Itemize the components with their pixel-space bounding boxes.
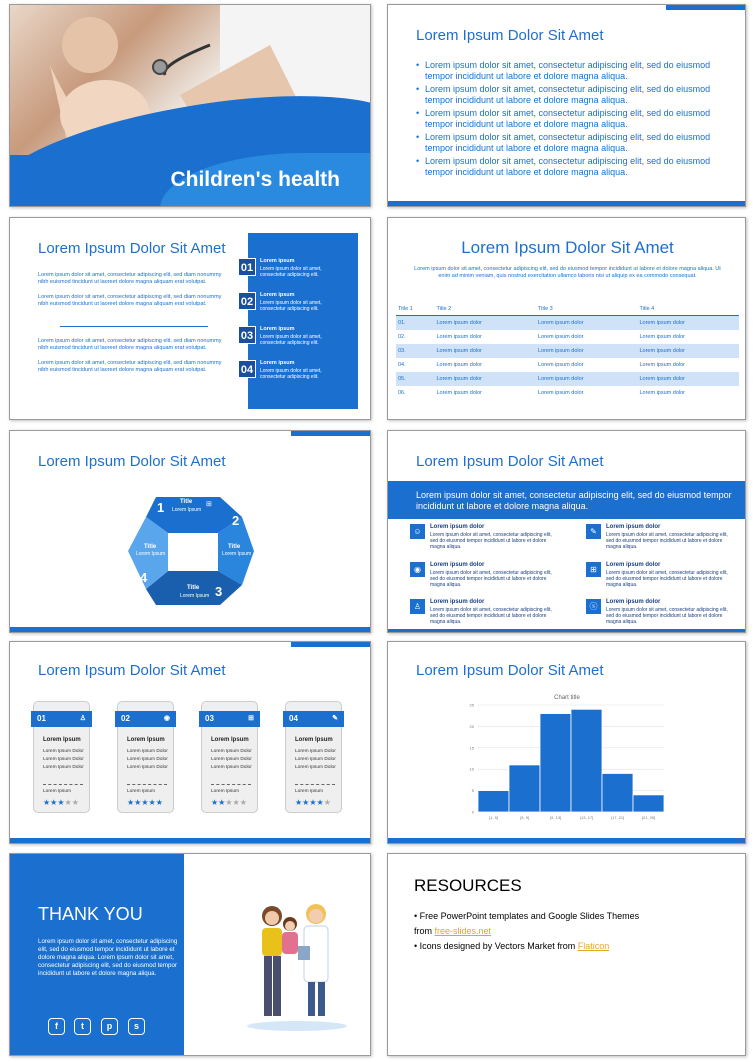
y-tick-label: 0 — [471, 809, 474, 815]
feature-text: Lorem ipsum dolor sit amet, consectetur adipiscing elit, sed do eiusmod tempor incididunt ut labore et dolore magna aliqua. — [606, 532, 728, 550]
segment-title: Title — [144, 544, 157, 550]
segment-title: Title — [187, 585, 200, 591]
segment-title: Title — [180, 499, 193, 505]
segment-sub: Lorem Ipsum — [180, 593, 210, 599]
paragraph: Lorem ipsum dolor sit amet, consectetur adipiscing elit, sed diam nonummy nibh euismod tincidunt ut laoreet dolore magna aliquam erat volutpat. — [38, 294, 222, 308]
bottom-accent — [388, 629, 746, 632]
item-text: Lorem ipsum dolor sit amet, consectetur adipiscing elit. — [260, 333, 322, 346]
item-text-block — [260, 360, 340, 381]
card-header — [283, 711, 344, 727]
table-cell: Lorem ipsum dolor — [436, 390, 483, 396]
segment-number: 2 — [232, 513, 240, 528]
star-rating — [295, 798, 331, 807]
table-row — [396, 386, 739, 400]
card-line: Lorem Ipsum Dolor — [211, 757, 252, 762]
card-header — [115, 711, 176, 727]
histogram-bar — [602, 773, 633, 812]
location-icon: ◉ — [410, 562, 425, 577]
slide-heading: Lorem Ipsum Dolor Sit Amet — [416, 662, 604, 679]
feature-title: Lorem ipsum dolor — [606, 524, 661, 530]
table-cell: 06. — [398, 390, 406, 396]
table-cell: 04. — [398, 362, 406, 368]
cycle-diagram — [10, 431, 371, 633]
x-tick-label: (5, 9] — [519, 815, 530, 820]
syringe-icon: ✎ — [586, 524, 601, 539]
segment-number: 4 — [140, 570, 148, 585]
star-filled-icon: ★ — [141, 798, 149, 807]
list-item: • Lorem ipsum dolor sit amet, consectetur adipiscing elit, sed do eiusmod tempor incididunt ut labore et dolore magna aliqua. — [416, 156, 736, 178]
bottom-accent — [388, 201, 746, 206]
rating-card[interactable] — [285, 701, 342, 813]
item-number: 01 — [238, 258, 256, 276]
star-filled-icon: ★ — [57, 798, 65, 807]
y-tick-label: 10 — [469, 766, 474, 772]
item-text-block — [260, 326, 340, 347]
table-cell: Lorem ipsum dolor — [537, 390, 584, 396]
histogram-bar — [571, 709, 602, 812]
y-tick-label: 20 — [469, 723, 474, 729]
star-empty-icon: ★ — [64, 798, 72, 807]
star-filled-icon: ★ — [295, 798, 303, 807]
bottom-accent — [10, 627, 371, 632]
card-title: Lorem Ipsum — [211, 737, 249, 743]
card-line: Lorem Ipsum Dolor — [127, 757, 168, 762]
ambulance-icon: ⊞ — [206, 501, 212, 508]
table-cell: Lorem ipsum dolor — [537, 362, 584, 368]
card-line: Lorem Ipsum Dolor — [295, 757, 336, 762]
star-filled-icon: ★ — [134, 798, 142, 807]
paragraph: Lorem ipsum dolor sit amet, consectetur adipiscing elit, sed diam nonummy nibh euismod tincidunt ut laoreet dolore magna aliquam erat volutpat. — [38, 360, 222, 374]
y-tick-label: 5 — [471, 788, 474, 794]
histogram-bar — [540, 714, 571, 812]
star-empty-icon: ★ — [232, 798, 240, 807]
location-icon: ◉ — [163, 715, 170, 722]
table-row — [396, 344, 739, 358]
rating-card[interactable] — [117, 701, 174, 813]
table-cell: Lorem ipsum dolor — [639, 362, 686, 368]
star-filled-icon: ★ — [309, 798, 317, 807]
resource-line — [414, 939, 734, 954]
feature-text: Lorem ipsum dolor sit amet, consectetur adipiscing elit, sed do eiusmod tempor incididunt ut labore et dolore magna aliqua. — [606, 570, 728, 588]
card-line: Lorem Ipsum Dolor — [43, 765, 84, 770]
skype-icon[interactable]: s — [128, 1018, 145, 1035]
feature-text: Lorem ipsum dolor sit amet, consectetur adipiscing elit, sed do eiusmod tempor incididunt ut labore et dolore magna aliqua. — [430, 570, 552, 588]
card-line: Lorem Ipsum Dolor — [211, 765, 252, 770]
cycle-center — [168, 533, 218, 571]
card-line: Lorem Ipsum Dolor — [295, 749, 336, 754]
resource-prefix: • Icons designed by Vectors Market from — [414, 941, 578, 951]
chart-title: Chart title — [554, 695, 580, 701]
list-item: • Lorem ipsum dolor sit amet, consectetur adipiscing elit, sed do eiusmod tempor incididunt ut labore et dolore magna aliqua. — [416, 60, 736, 82]
item-title: Lorem ipsum — [260, 292, 295, 298]
card-title: Lorem Ipsum — [295, 737, 333, 743]
table-row — [396, 358, 739, 372]
card-line: Lorem Ipsum Dolor — [43, 749, 84, 754]
star-rating — [127, 798, 163, 807]
resources-title: RESOURCES — [414, 876, 522, 895]
table-cell: Lorem ipsum dolor — [537, 334, 584, 340]
star-filled-icon: ★ — [43, 798, 51, 807]
star-filled-icon: ★ — [127, 798, 135, 807]
slide-chart[interactable] — [387, 641, 746, 844]
slide-cards[interactable] — [9, 641, 371, 844]
segment-number: 1 — [157, 500, 165, 515]
segment-sub: Lorem Ipsum — [222, 551, 252, 557]
card-number: 02 — [121, 714, 130, 723]
segment-sub: Lorem Ipsum — [172, 507, 202, 513]
slide-heading: Lorem Ipsum Dolor Sit Amet — [38, 240, 226, 257]
pinterest-icon[interactable]: p — [101, 1018, 118, 1035]
item-title: Lorem ipsum — [260, 326, 295, 332]
feature-text: Lorem ipsum dolor sit amet, consectetur adipiscing elit, sed do eiusmod tempor incididunt ut labore et dolore magna aliqua. — [430, 607, 552, 625]
card-title: Lorem Ipsum — [127, 737, 165, 743]
table-cell: Lorem ipsum dolor — [536, 316, 638, 331]
divider — [295, 784, 335, 785]
segment-title: Title — [228, 544, 241, 550]
table-cell: Lorem ipsum dolor — [436, 334, 483, 340]
table-cell: Lorem ipsum dolor — [434, 316, 536, 331]
star-filled-icon: ★ — [316, 798, 324, 807]
slide-heading: Lorem Ipsum Dolor Sit Amet — [38, 453, 226, 470]
segment-number: 3 — [215, 584, 223, 599]
card-header — [31, 711, 92, 727]
histogram-bar — [633, 795, 664, 812]
bottom-accent — [388, 838, 746, 843]
rating-card[interactable] — [33, 701, 90, 813]
item-number: 04 — [238, 360, 256, 378]
presentation-title: Children's health — [170, 168, 340, 191]
top-accent — [291, 642, 371, 647]
slide-table[interactable] — [387, 217, 746, 420]
card-title: Lorem Ipsum — [43, 737, 81, 743]
table-cell: Lorem ipsum dolor — [637, 372, 739, 386]
card-number: 04 — [289, 714, 298, 723]
column-header: Title 1 — [396, 303, 434, 316]
divider — [60, 326, 208, 327]
x-tick-label: [1, 5] — [489, 815, 498, 820]
star-filled-icon: ★ — [302, 798, 310, 807]
card-number: 03 — [205, 714, 214, 723]
card-line: Lorem Ipsum Dolor — [43, 757, 84, 762]
table-cell: Lorem ipsum dolor — [639, 334, 686, 340]
stethoscope-icon: ⓢ — [586, 599, 601, 614]
x-tick-label: (13, 17] — [579, 815, 594, 820]
thank-you-title: THANK YOU — [38, 904, 143, 924]
doctor-icon: ♙ — [410, 599, 425, 614]
mother-doctor-illustration — [242, 902, 352, 1032]
intro-text: Lorem ipsum dolor sit amet, consectetur adipiscing elit, sed do eiusmod tempor incididunt ut labore et dolore magna aliqua. Ut enim ad minim veniam, quis nostrud exercitation ullamco laboris nisi ut aliquip ex ea commodo consequat. — [414, 266, 721, 280]
bottom-accent — [10, 838, 371, 843]
data-table — [396, 303, 739, 400]
item-text: Lorem ipsum dolor sit amet, consectetur adipiscing elit. — [260, 367, 322, 380]
item-text: Lorem ipsum dolor sit amet, consectetur adipiscing elit. — [260, 265, 322, 278]
star-filled-icon: ★ — [148, 798, 156, 807]
table-cell: Lorem ipsum dolor — [434, 372, 536, 386]
baby-icon: ♙ — [79, 715, 86, 722]
table-cell: 03. — [396, 344, 434, 358]
card-line: Lorem Ipsum Dolor — [295, 765, 336, 770]
table-header-row — [396, 303, 739, 316]
syringe-icon: ✎ — [332, 715, 338, 722]
star-empty-icon: ★ — [71, 798, 79, 807]
column-header: Title 2 — [434, 303, 536, 316]
resource-prefix: from — [414, 926, 435, 936]
histogram-bar — [509, 765, 540, 812]
top-accent — [666, 5, 746, 10]
ambulance-icon: ⊞ — [586, 562, 601, 577]
table-cell: Lorem ipsum dolor — [639, 390, 686, 396]
slide-title[interactable] — [9, 4, 371, 207]
resource-line: • Free PowerPoint templates and Google Slides Themes — [414, 911, 640, 921]
slide-heading: Lorem Ipsum Dolor Sit Amet — [416, 453, 604, 470]
card-line: Lorem Ipsum Dolor — [127, 765, 168, 770]
item-number: 03 — [238, 326, 256, 344]
thank-you-text: Lorem ipsum dolor sit amet, consectetur adipiscing elit, sed do eiusmod tempor incididunt ut labore et dolore magna aliqua. Lorem ipsum dolor sit amet, consectetur adipiscing elit, sed do eiusmod tempor incididunt ut labore et dolore magna aliqua. — [38, 938, 178, 977]
item-text-block — [260, 258, 340, 279]
slide-resources[interactable] — [387, 853, 746, 1056]
table-cell: 02. — [398, 334, 406, 340]
table-cell: 05. — [396, 372, 434, 386]
twitter-icon[interactable]: t — [74, 1018, 91, 1035]
star-rating — [43, 798, 79, 807]
table-row — [396, 372, 739, 386]
slide-cycle[interactable] — [9, 430, 371, 633]
table-cell: Lorem ipsum dolor — [637, 316, 739, 331]
card-footer: Lorem Ipsum — [43, 789, 71, 794]
x-tick-label: (9, 13] — [549, 815, 562, 820]
table-cell: 01. — [396, 316, 434, 331]
bullet-list — [416, 60, 736, 180]
slide-heading: Lorem Ipsum Dolor Sit Amet — [416, 27, 604, 44]
item-number: 02 — [238, 292, 256, 310]
column-header: Title 3 — [536, 303, 638, 316]
feature-title: Lorem ipsum dolor — [430, 599, 485, 605]
star-filled-icon: ★ — [50, 798, 58, 807]
y-tick-label: 25 — [469, 702, 474, 708]
card-line: Lorem Ipsum Dolor — [127, 749, 168, 754]
feature-title: Lorem ipsum dolor — [430, 524, 485, 530]
feature-title: Lorem ipsum dolor — [430, 562, 485, 568]
segment-sub: Lorem Ipsum — [136, 551, 166, 557]
ambulance-icon: ⊞ — [248, 715, 254, 722]
resource-line — [414, 924, 734, 939]
star-empty-icon: ★ — [323, 798, 331, 807]
feature-title: Lorem ipsum dolor — [606, 562, 661, 568]
histogram-chart — [388, 642, 746, 844]
slide-features[interactable] — [387, 430, 746, 633]
rating-card[interactable] — [201, 701, 258, 813]
table-cell: Lorem ipsum dolor — [536, 344, 638, 358]
star-empty-icon: ★ — [225, 798, 233, 807]
table-row — [396, 316, 739, 331]
list-item: • Lorem ipsum dolor sit amet, consectetur adipiscing elit, sed do eiusmod tempor incididunt ut labore et dolore magna aliqua. — [416, 108, 736, 130]
card-footer: Lorem Ipsum — [127, 789, 155, 794]
intro-band — [388, 481, 746, 519]
card-header — [199, 711, 260, 727]
divider — [211, 784, 251, 785]
flaticon-link[interactable]: Flaticon — [577, 941, 610, 951]
list-item: • Lorem ipsum dolor sit amet, consectetur adipiscing elit, sed do eiusmod tempor incididunt ut labore et dolore magna aliqua. — [416, 132, 736, 154]
item-title: Lorem ipsum — [260, 360, 295, 366]
slide-heading: Lorem Ipsum Dolor Sit Amet — [461, 238, 674, 257]
item-text: Lorem ipsum dolor sit amet, consectetur adipiscing elit. — [260, 299, 322, 312]
y-tick-label: 15 — [469, 745, 474, 751]
feature-text: Lorem ipsum dolor sit amet, consectetur adipiscing elit, sed do eiusmod tempor incididunt ut labore et dolore magna aliqua. — [606, 607, 728, 625]
slide-numbered[interactable] — [9, 217, 371, 420]
star-rating — [211, 798, 247, 807]
feature-text: Lorem ipsum dolor sit amet, consectetur adipiscing elit, sed do eiusmod tempor incididunt ut labore et dolore magna aliqua. — [430, 532, 552, 550]
slide-heading: Lorem Ipsum Dolor Sit Amet — [38, 662, 226, 679]
paragraph: Lorem ipsum dolor sit amet, consectetur adipiscing elit, sed diam nonummy nibh euismod tincidunt ut laoreet dolore magna aliquam erat volutpat. — [38, 272, 222, 286]
star-empty-icon: ★ — [239, 798, 247, 807]
card-number: 01 — [37, 714, 46, 723]
column-header: Title 4 — [637, 303, 739, 316]
table-row — [396, 330, 739, 344]
facebook-icon[interactable]: f — [48, 1018, 65, 1035]
divider — [43, 784, 83, 785]
feature-title: Lorem ipsum dolor — [606, 599, 661, 605]
slide-thank-you[interactable] — [9, 853, 371, 1056]
band-text: Lorem ipsum dolor sit amet, consectetur adipiscing elit, sed do eiusmod tempor incididunt ut labore et dolore magna aliqua. — [416, 490, 732, 511]
x-tick-label: (17, 21] — [610, 815, 625, 820]
table-cell: Lorem ipsum dolor — [434, 344, 536, 358]
card-footer: Lorem Ipsum — [211, 789, 239, 794]
list-item: • Lorem ipsum dolor sit amet, consectetur adipiscing elit, sed do eiusmod tempor incididunt ut labore et dolore magna aliqua. — [416, 84, 736, 106]
slide-bullets[interactable] — [387, 4, 746, 207]
histogram-bar — [478, 791, 509, 812]
paragraph: Lorem ipsum dolor sit amet, consectetur adipiscing elit, sed diam nonummy nibh euismod tincidunt ut laoreet dolore magna aliquam erat volutpat. — [38, 338, 222, 352]
star-filled-icon: ★ — [155, 798, 163, 807]
table-cell: Lorem ipsum dolor — [637, 344, 739, 358]
card-line: Lorem Ipsum Dolor — [211, 749, 252, 754]
item-title: Lorem ipsum — [260, 258, 295, 264]
card-footer: Lorem Ipsum — [295, 789, 323, 794]
x-tick-label: (21, 25] — [641, 815, 656, 820]
star-filled-icon: ★ — [218, 798, 226, 807]
divider — [127, 784, 167, 785]
free-slides-link[interactable]: free-slides.net — [434, 926, 492, 936]
star-filled-icon: ★ — [211, 798, 219, 807]
table-cell: Lorem ipsum dolor — [436, 362, 483, 368]
table-cell: Lorem ipsum dolor — [536, 372, 638, 386]
baby-icon: ☺ — [410, 524, 425, 539]
item-text-block — [260, 292, 340, 313]
